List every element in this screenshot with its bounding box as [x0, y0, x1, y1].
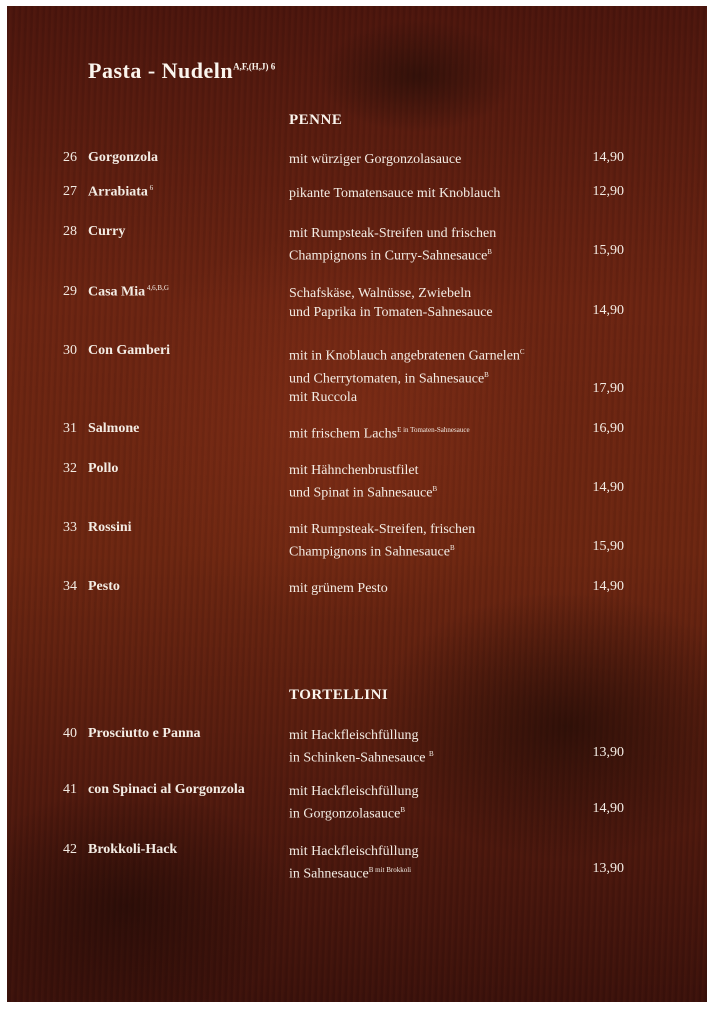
item-number: 28	[63, 224, 77, 239]
allergen-sup: B	[484, 370, 489, 379]
item-name: Arrabiata $^6$	[88, 184, 154, 200]
description-line: und Cherrytomaten, in Sahnesauce$^B$	[289, 370, 489, 387]
item-name: Rossini	[88, 520, 132, 535]
item-description	[289, 520, 475, 562]
description-line: in Sahnesauce$^{B mit Brokkoli}$	[289, 866, 412, 882]
allergen-sup: B	[400, 806, 405, 814]
item-price: 12,90	[592, 184, 624, 199]
item-description	[289, 461, 437, 503]
description-line: Champignons in Curry-Sahnesauce$^B$	[289, 248, 492, 264]
item-name: Pollo	[88, 461, 119, 476]
item-price: 13,90	[592, 745, 624, 760]
item-description	[289, 421, 470, 444]
description-line: mit grünem Pesto	[289, 581, 388, 596]
item-name: Prosciutto e Panna	[88, 726, 201, 741]
allergen-sup: B	[487, 248, 492, 256]
description-line: und Paprika in Tomaten-Sahnesauce	[289, 305, 493, 320]
item-price: 15,90	[592, 243, 624, 258]
item-price: 14,90	[592, 150, 624, 165]
allergen-sup: B	[432, 485, 438, 493]
item-number: 29	[63, 284, 77, 299]
description-line: mit Hackfleischfüllung	[289, 784, 419, 799]
item-number: 27	[63, 184, 77, 199]
item-name: Salmone	[88, 421, 140, 436]
description-line: mit Hähnchenbrustfilet	[289, 463, 419, 478]
description-line: mit Rumpsteak-Streifen, frischen	[289, 522, 476, 537]
description-line: in Schinken-Sahnesauce $^B$	[289, 750, 434, 766]
item-price: 16,90	[592, 421, 624, 436]
item-number: 40	[63, 726, 77, 741]
item-description	[289, 284, 493, 322]
item-description	[289, 842, 418, 884]
item-name: con Spinaci al Gorgonzola	[88, 782, 245, 797]
allergen-sup: 6	[147, 184, 154, 192]
item-name: Con Gamberi	[88, 343, 171, 358]
item-price: 14,90	[592, 579, 624, 594]
item-number: 41	[63, 782, 77, 797]
description-line: Schafskäse, Walnüsse, Zwiebeln	[289, 286, 472, 301]
allergen-codes: A,F,(H,J) 6	[233, 61, 276, 72]
section-heading: TORTELLINI	[289, 687, 389, 703]
item-name: Brokkoli-Hack	[88, 842, 178, 857]
item-description	[289, 343, 525, 407]
allergen-sup: 4,6,B,G	[145, 284, 169, 292]
allergen-sup: C	[519, 348, 525, 356]
item-price: 14,90	[592, 801, 624, 816]
description-line: Champignons in Sahnesauce$^B$	[289, 544, 455, 560]
item-name: Pesto	[88, 579, 120, 594]
description-line: mit in Knoblauch angebratenen Garnelen$^C$	[289, 348, 525, 364]
item-price: 15,90	[592, 539, 624, 554]
item-name: Casa Mia $^{4,6,B,G}$	[88, 284, 169, 300]
description-line: mit frischem Lachs$^{E in Tomaten-Sahnesauce}$	[289, 426, 470, 442]
allergen-sup: E in Tomaten-Sahnesauce	[397, 426, 470, 434]
item-number: 42	[63, 842, 77, 857]
item-description	[289, 184, 500, 203]
item-price: 13,90	[592, 861, 624, 876]
description-line: mit Hackfleischfüllung	[289, 844, 419, 859]
item-number: 30	[63, 343, 77, 358]
item-description	[289, 150, 461, 169]
menu-page	[7, 6, 707, 1002]
item-description	[289, 579, 388, 598]
allergen-sup: B mit Brokkoli	[368, 866, 412, 874]
section-heading: PENNE	[289, 112, 343, 128]
item-description	[289, 224, 496, 266]
item-name: Gorgonzola	[88, 150, 158, 165]
description-line: mit würziger Gorgonzolasauce	[289, 152, 462, 167]
item-number: 32	[63, 461, 77, 476]
item-price: 17,90	[592, 381, 624, 396]
description-line: mit Ruccola	[289, 390, 358, 406]
item-number: 33	[63, 520, 77, 535]
item-price: 14,90	[592, 480, 624, 495]
item-name: Curry	[88, 224, 126, 239]
item-description	[289, 726, 434, 768]
allergen-sup: B	[428, 750, 434, 758]
description-line: mit Hackfleischfüllung	[289, 728, 419, 743]
description-line: mit Rumpsteak-Streifen und frischen	[289, 226, 497, 241]
item-number: 26	[63, 150, 77, 165]
item-number: 31	[63, 421, 77, 436]
page-title: Pasta - Nudeln$^{A,F,(H,J) 6}$	[88, 58, 276, 83]
description-line: in Gorgonzolasauce$^B$	[289, 806, 405, 822]
item-description	[289, 782, 418, 824]
description-line: pikante Tomatensauce mit Knoblauch	[289, 186, 501, 201]
allergen-sup: B	[449, 544, 455, 552]
item-price: 14,90	[592, 303, 624, 318]
description-line: und Spinat in Sahnesauce$^B$	[289, 485, 438, 501]
item-number: 34	[63, 579, 77, 594]
